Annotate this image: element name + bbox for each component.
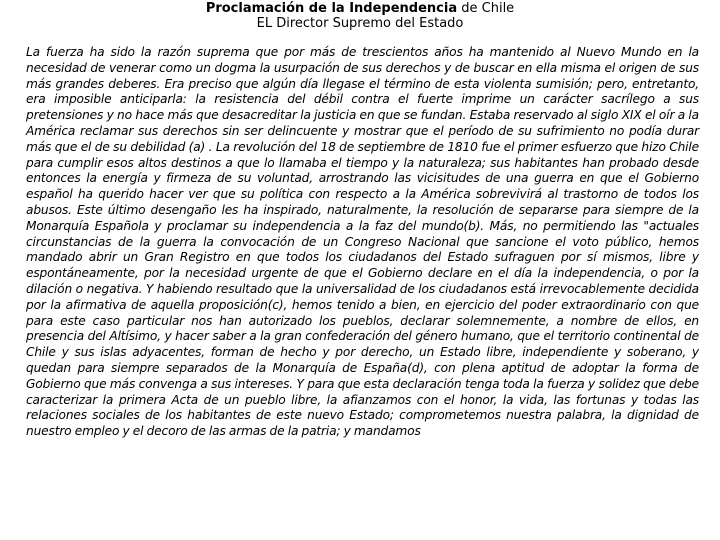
document-title	[0, 1, 720, 16]
document-title-bold: Proclamación de la Independencia	[205, 1, 458, 16]
document-body: La fuerza ha sido la razón suprema que por más de trescientos años ha mantenido al Nuevo Mundo en la necesidad de venerar como un dogma la usurpación de sus derechos y de buscar en ella misma el origen de sus más grandes deberes. Era preciso que algún día llegase el término de esta violenta sumisión; pero, entretanto, era imposible anticiparla: la resistencia del débil contra el fuerte imprime un carácter sacrílego a sus pretensiones y no hace más que desacreditar la justicia en que se fundan. Estaba reservado al siglo XIX el oír a la América reclamar sus derechos sin ser delincuente y mostrar que el período de su sufrimiento no podía durar más que el de su debilidad (a) . La revolución del 18 de septiembre de 1810 fue el primer esfuerzo que hizo Chile para cumplir esos altos destinos a que lo llamaba el tiempo y la naturaleza; sus habitantes han probado desde entonces la energía y firmeza de su voluntad, arrostrando las vicisitudes de una guerra en que el Gobierno español ha querido hacer ver que su política con respecto a la América sobrevivirá al trastorno de todos los abusos. Este último desengaño les ha inspirado, naturalmente, la resolución de separarse para siempre de la Monarquía Española y proclamar su independencia a la faz del mundo(b). Más, no permitiendo las "actuales circunstancias de la guerra la convocación de un Congreso Nacional que sancione el voto público, hemos mandado abrir un Gran Registro en que todos los ciudadanos del Estado sufraguen por sí mismos, libre y espontáneamente, por la necesidad urgente de que el Gobierno declare en el día la independencia, o por la dilación o negativa. Y habiendo resultado que la universalidad de los ciudadanos está irrevocablemente decidida por la afirmativa de aquella proposición(c), hemos tenido a bien, en ejercicio del poder extraordinario con que para este caso particular nos han autorizado los pueblos, declarar solemnemente, a nombre de ellos, en presencia del Altísimo, y hacer saber a la gran confederación del género humano, que el territorio continental de Chile y sus islas adyacentes, forman de hecho y por derecho, un Estado libre, independiente y soberano, y quedan para siempre separados de la Monarquía de España(d), con plena aptitud de adoptar la forma de Gobierno que más convenga a sus intereses. Y para que esta declaración tenga toda la fuerza y solidez que debe caracterizar la primera Acta de un pueblo libre, la afianzamos con el honor, la vida, las fortunas y todas las relaciones sociales de los habitantes de este nuevo Estado; comprometemos nuestra palabra, la dignidad de nuestro empleo y el decoro de las armas de la patria; y mandamos	[26, 45, 699, 439]
document-header	[0, 1, 720, 31]
document-title-rest: de Chile	[457, 1, 515, 16]
document-subtitle: EL Director Supremo del Estado	[256, 16, 464, 31]
